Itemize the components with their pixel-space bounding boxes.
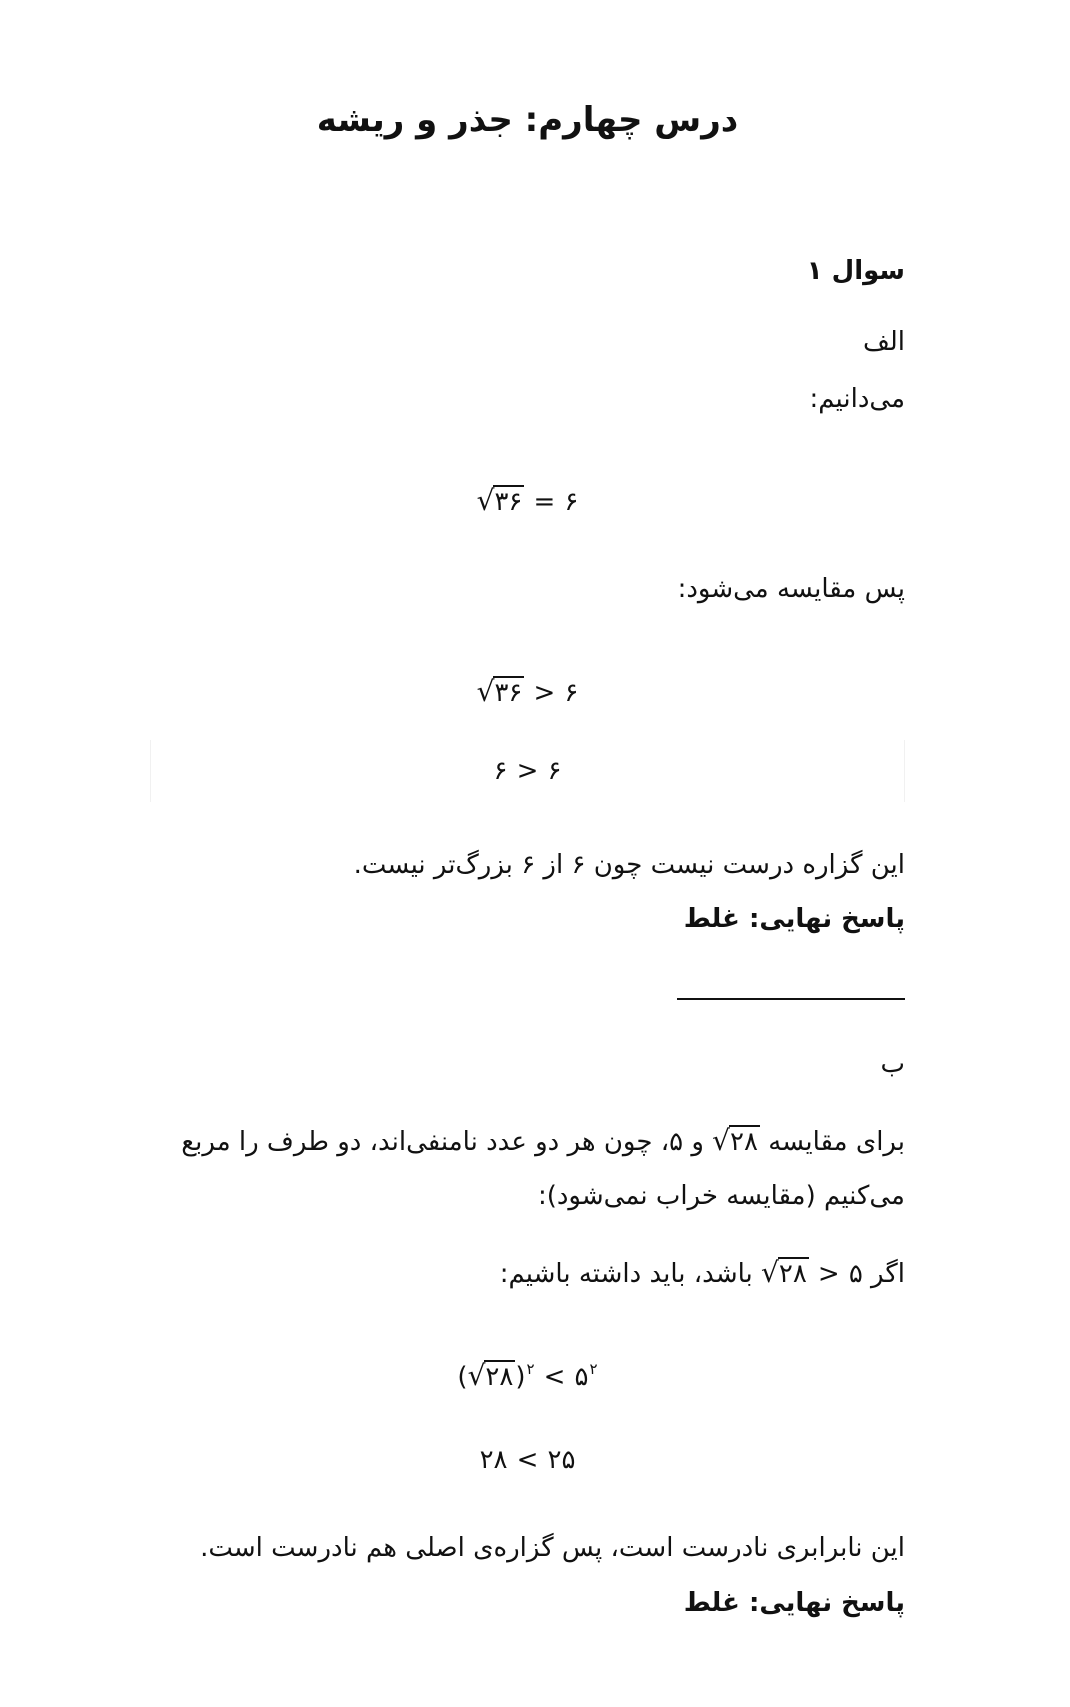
section-separator — [677, 998, 905, 1000]
radicand: ۲۸ — [730, 1127, 758, 1157]
part-label-a: الف — [862, 327, 905, 357]
math-expression — [477, 675, 579, 709]
lhs-value: ۶ — [493, 755, 508, 786]
math-expression — [494, 756, 562, 787]
inequality-sqrt-greater — [150, 665, 905, 719]
question-heading: سوال ۱ — [806, 256, 905, 286]
exponent: ۲ — [589, 1360, 598, 1379]
lhs-value: ۲۸ — [479, 1444, 508, 1475]
method-paragraph — [150, 1115, 905, 1223]
base-value: ۵ — [574, 1362, 589, 1393]
radicand: ۳۶ — [494, 487, 523, 518]
operator: < — [543, 1362, 566, 1393]
rhs-value: ۶ — [547, 755, 562, 786]
lesson-title: درس چهارم: جذر و ریشه — [316, 100, 739, 140]
part-label-b: ب — [880, 1049, 905, 1079]
operator: > — [533, 678, 556, 709]
inequality-simplified — [150, 740, 905, 802]
comparison-intro: پس مقایسه می‌شود: — [677, 574, 905, 604]
inline-math-inequality — [761, 1256, 863, 1290]
radicand: ۲۸ — [485, 1362, 514, 1393]
conclusion-a: این گزاره درست نیست چون ۶ از ۶ بزرگ‌تر نیست. — [353, 850, 905, 880]
inequality-squared — [150, 1349, 905, 1403]
rhs-value: ۵ — [848, 1259, 863, 1289]
rhs-value: ۶ — [564, 678, 579, 709]
exponent: ۲ — [526, 1360, 535, 1379]
radical-sign: √ — [476, 675, 495, 709]
rhs-value: ۲۵ — [547, 1444, 576, 1475]
paragraph-text-end: باشد، باید داشته باشیم: — [499, 1259, 762, 1289]
radical-sign: √ — [712, 1124, 730, 1157]
inequality-numeric — [150, 1433, 905, 1487]
paragraph-text-end: و ۵، چون هر دو عدد نامنفی‌اند، دو طرف را مربع می‌کنیم (مقایسه خراب نمی‌شود): — [181, 1127, 905, 1211]
open-paren: ( — [457, 1362, 468, 1393]
assumption-paragraph — [150, 1247, 905, 1301]
math-expression — [457, 1359, 597, 1393]
known-fact-intro: می‌دانیم: — [809, 384, 905, 414]
operator: > — [516, 755, 539, 786]
paragraph-text-start: برای مقایسه — [759, 1127, 905, 1157]
radical-sign: √ — [476, 484, 495, 518]
operator: = — [533, 487, 556, 518]
conclusion-b: این نابرابری نادرست است، پس گزاره‌ی اصلی هم نادرست است. — [200, 1533, 905, 1563]
lesson-content — [150, 0, 905, 1630]
math-expression — [477, 484, 579, 518]
math-expression — [480, 1445, 576, 1476]
inline-math-sqrt28 — [712, 1124, 760, 1158]
close-paren: ) — [515, 1362, 526, 1393]
radicand: ۳۶ — [494, 678, 523, 709]
final-answer-b: پاسخ نهایی: غلط — [683, 1588, 905, 1618]
operator: > — [817, 1259, 840, 1289]
radical-sign: √ — [467, 1359, 486, 1393]
final-answer-a: پاسخ نهایی: غلط — [683, 904, 905, 934]
operator: < — [516, 1444, 539, 1475]
radical-sign: √ — [761, 1256, 779, 1289]
equation-sqrt-equals — [150, 474, 905, 528]
paragraph-text-start: اگر — [862, 1259, 905, 1289]
radicand: ۲۸ — [778, 1259, 807, 1289]
rhs-value: ۶ — [564, 487, 579, 518]
